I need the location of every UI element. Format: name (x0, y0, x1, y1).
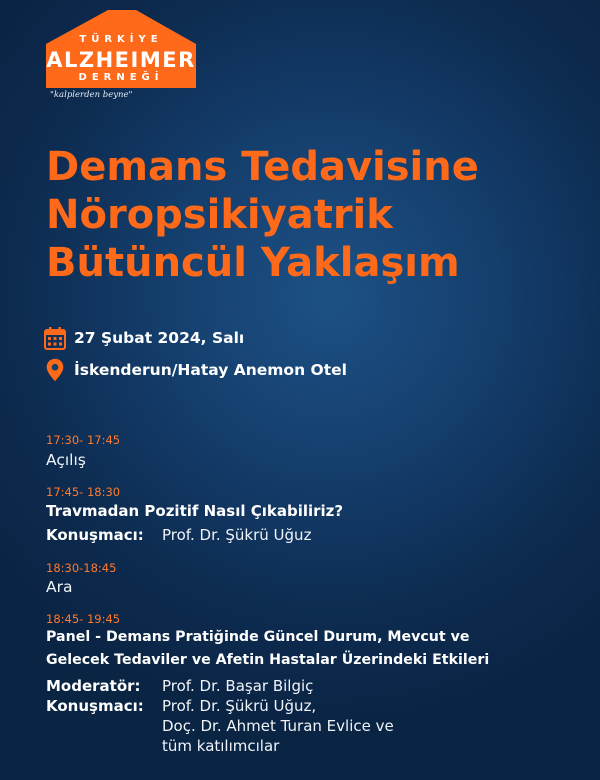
speakers-line-2: Doç. Dr. Ahmet Turan Evlice ve (162, 717, 394, 735)
logo-bottom-text: DERNEĞİ (78, 72, 164, 83)
title-line-3: Bütüncül Yaklaşım (46, 240, 460, 286)
schedule-time-4: 18:45- 19:45 (46, 612, 121, 626)
schedule-title-4-line-2: Gelecek Tedaviler ve Afetin Hastalar Üzerindeki Etkileri (46, 652, 490, 668)
event-date-row (44, 326, 244, 350)
logo-tagline: "kalplerden beyne" (50, 90, 133, 100)
location-pin-icon (44, 358, 66, 382)
schedule-time-1: 17:30- 17:45 (46, 433, 121, 447)
logo-main-text: ALZHEIMER (46, 48, 196, 72)
schedule-time-2: 17:45- 18:30 (46, 485, 121, 499)
calendar-icon (44, 326, 66, 350)
schedule-title-2: Travmadan Pozitif Nasıl Çıkabiliriz? (46, 502, 344, 520)
event-place: İskenderun/Hatay Anemon Otel (74, 361, 347, 379)
moderator-label: Moderatör: (46, 677, 141, 695)
title-line-1: Demans Tedavisine (46, 144, 479, 190)
schedule-title-4-line-1: Panel - Demans Pratiğinde Güncel Durum, Mevcut ve (46, 629, 470, 645)
logo-top-text: TÜRKİYE (79, 34, 163, 45)
title-line-2: Nöropsikiyatrik (46, 192, 393, 238)
speakers-label: Konuşmacı: (46, 697, 144, 715)
moderator-row (46, 677, 446, 695)
event-date: 27 Şubat 2024, Salı (74, 329, 245, 347)
schedule-time-3: 18:30-18:45 (46, 561, 117, 575)
event-title (46, 143, 576, 287)
speaker-label: Konuşmacı: (46, 526, 144, 544)
schedule-title-3: Ara (46, 578, 73, 596)
speaker-name: Prof. Dr. Şükrü Uğuz (162, 526, 312, 544)
schedule-title-1: Açılış (46, 451, 86, 469)
schedule-speaker-row-2 (46, 526, 446, 544)
event-place-row (44, 358, 347, 382)
speakers-line-3: tüm katılımcılar (162, 737, 280, 755)
speakers-line-1: Prof. Dr. Şükrü Uğuz, (162, 697, 317, 715)
moderator-name: Prof. Dr. Başar Bilgiç (162, 677, 314, 695)
panel-speakers-row (46, 697, 466, 715)
